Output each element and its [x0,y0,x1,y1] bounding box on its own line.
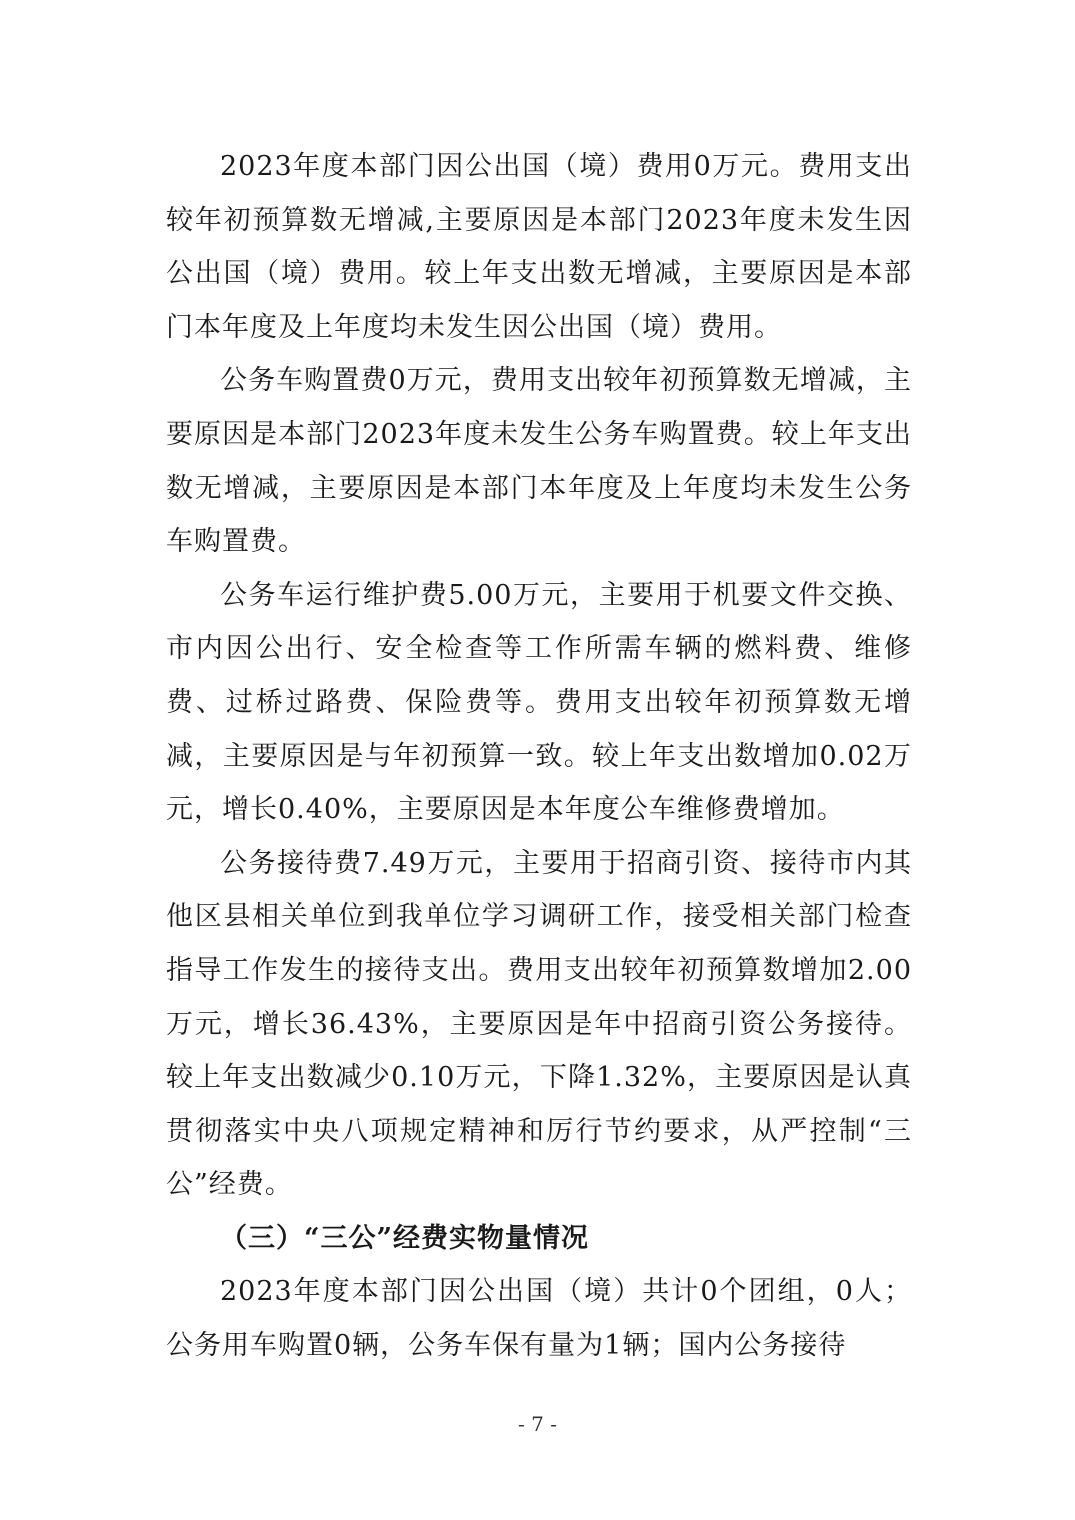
paragraph-vehicle-maintenance: 公务车运行维护费5.00万元，主要用于机要文件交换、市内因公出行、安全检查等工作所需车辆的燃料费、维修费、过桥过路费、保险费等。费用支出较年初预算数无增减，主要原因是与年初预算一致。较上年支出数增加0.02万元，增长0.40%，主要原因是本年度公车维修费增加。 [166,579,912,826]
section-heading: （三）“三公”经费实物量情况 [220,1222,590,1254]
page-number: - 7 - [518,1412,557,1436]
paragraph-reception-expense: 公务接待费7.49万元，主要用于招商引资、接待市内其他区县相关单位到我单位学习调研工作，接受相关部门检查指导工作发生的接待支出。费用支出较年初预算数增加2.00万元，增长36.43%，主要原因是年中招商引资公务接待。较上年支出数减少0.10万元，下降1.32%，主要原因是认真贯彻落实中央八项规定精神和厉行节约要求，从严控制“三公”经费。 [166,847,912,1201]
paragraph-overseas-travel: 2023年度本部门因公出国（境）费用0万元。费用支出较年初预算数无增减,主要原因是本部门2023年度未发生因公出国（境）费用。较上年支出数无增减，主要原因是本部门本年度及上年度均未发生因公出国（境）费用。 [166,151,912,343]
paragraph-vehicle-purchase: 公务车购置费0万元，费用支出较年初预算数无增减，主要原因是本部门2023年度未发生公务车购置费。较上年支出数无增减，主要原因是本部门本年度及上年度均未发生公务车购置费。 [166,365,912,558]
paragraph-physical-quantity: 2023年度本部门因公出国（境）共计0个团组，0人；公务用车购置0辆，公务车保有量为1辆；国内公务接待 [166,1276,912,1362]
document-body [166,140,912,1373]
